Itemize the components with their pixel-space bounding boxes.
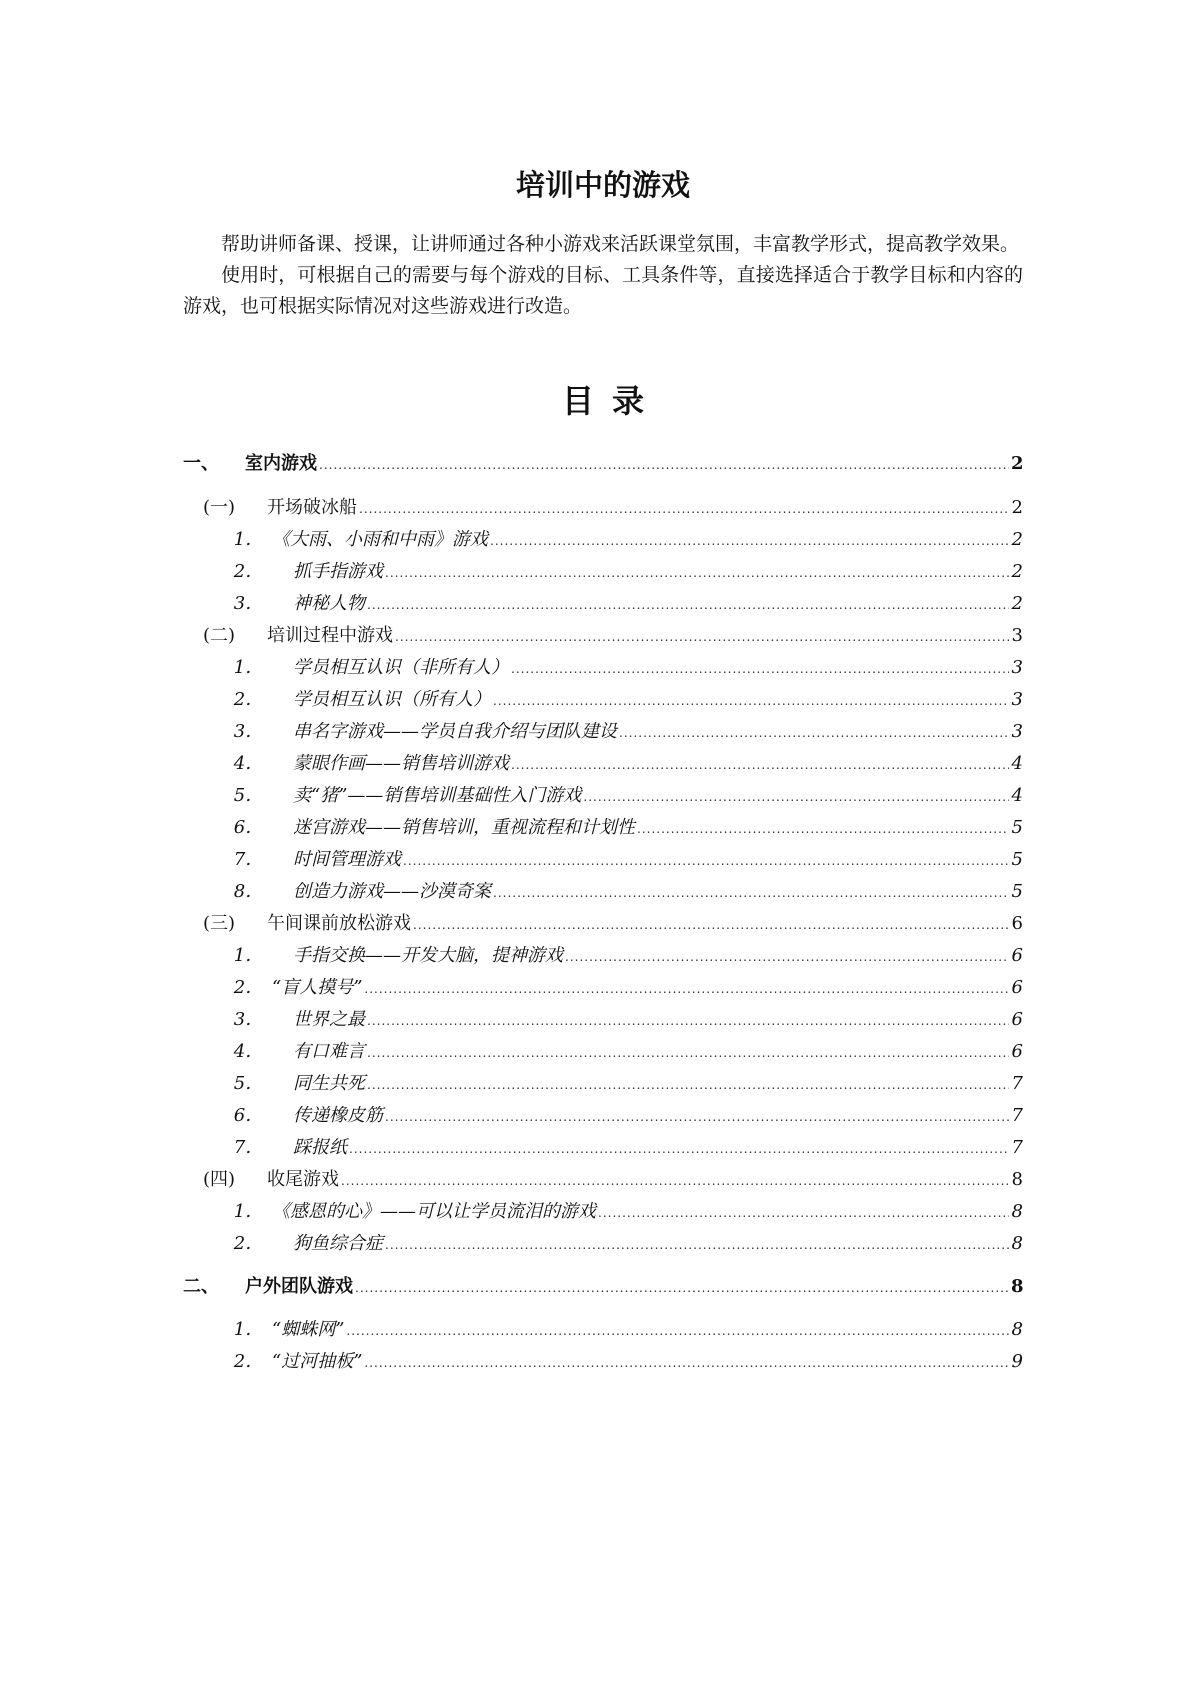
toc-number: 4．	[233, 753, 264, 774]
toc-number: (二)	[203, 625, 236, 646]
toc-entry-subsection[interactable]	[183, 620, 1023, 652]
toc-number: 一、	[183, 453, 219, 474]
toc-number: (三)	[203, 913, 236, 934]
toc-page-number: 7	[1011, 1073, 1023, 1094]
toc-number: 2．	[233, 977, 264, 998]
toc-label: 培训过程中游戏	[267, 625, 393, 646]
dot-leader	[637, 812, 1009, 845]
toc-page-number: 7	[1011, 1137, 1023, 1158]
toc-entry-item[interactable]	[183, 1036, 1023, 1068]
toc-entry-item[interactable]	[183, 1314, 1023, 1346]
dot-leader	[511, 652, 1009, 685]
toc-label: 蒙眼作画——销售培训游戏	[293, 753, 509, 774]
toc-page-number: 8	[1011, 1233, 1023, 1254]
toc-label: 《感恩的心》——可以让学员流泪的游戏	[272, 1201, 596, 1222]
toc-number: 5．	[233, 1073, 264, 1094]
toc-label: 学员相互认识（非所有人）	[293, 657, 509, 678]
toc-label: 时间管理游戏	[293, 849, 401, 870]
intro-text	[183, 229, 1023, 322]
toc-label: 迷宫游戏——销售培训，重视流程和计划性	[293, 817, 635, 838]
toc-number: 5．	[233, 785, 264, 806]
toc-label: 创造力游戏——沙漠奇案	[293, 881, 491, 902]
toc-number: (四)	[203, 1169, 236, 1190]
toc-page-number: 6	[1011, 1041, 1023, 1062]
dot-leader	[367, 588, 1009, 621]
toc-label: 抓手指游戏	[293, 561, 383, 582]
toc-page-number: 8	[1011, 1276, 1024, 1297]
toc-label: 学员相互认识（所有人）	[293, 689, 491, 710]
toc-number: 6．	[233, 817, 264, 838]
toc-entry-section-1[interactable]	[183, 448, 1023, 480]
dot-leader	[493, 684, 1009, 717]
toc-page-number: 3	[1011, 657, 1023, 678]
toc-label: 《大雨、小雨和中雨》游戏	[272, 529, 488, 550]
toc-entry-item[interactable]	[183, 1068, 1023, 1100]
dot-leader	[385, 1100, 1009, 1133]
toc-entry-item[interactable]	[183, 588, 1023, 620]
toc-page-number: 3	[1011, 721, 1023, 742]
toc-number: 7．	[233, 1137, 264, 1158]
dot-leader	[341, 1164, 1009, 1197]
toc-number: 1．	[233, 1201, 264, 1222]
toc-page-number: 2	[1011, 453, 1024, 474]
toc-page-number: 8	[1011, 1319, 1023, 1340]
toc-number: 2．	[233, 1351, 264, 1372]
dot-leader	[583, 780, 1009, 813]
toc-page-number: 9	[1011, 1351, 1023, 1372]
dot-leader	[565, 940, 1009, 973]
toc-entry-item[interactable]	[183, 1132, 1023, 1164]
toc-label: 有口难言	[293, 1041, 365, 1062]
toc-label: 开场破冰船	[267, 497, 357, 518]
dot-leader	[359, 492, 1009, 525]
toc-label: “蜘蛛网”	[272, 1319, 345, 1340]
toc-label: 户外团队游戏	[245, 1276, 353, 1297]
dot-leader	[385, 556, 1009, 589]
toc-number: 1．	[233, 1319, 264, 1340]
toc-page-number: 7	[1011, 1105, 1023, 1126]
toc-entry-item[interactable]	[183, 1228, 1023, 1260]
dot-leader	[385, 1228, 1009, 1261]
toc-page-number: 6	[1011, 977, 1023, 998]
toc-entry-item[interactable]	[183, 748, 1023, 780]
toc-page-number: 5	[1011, 881, 1023, 902]
toc-page-number: 5	[1011, 817, 1023, 838]
toc-number: (一)	[203, 497, 236, 518]
dot-leader	[367, 1068, 1009, 1101]
toc-entry-item[interactable]	[183, 1004, 1023, 1036]
toc-number: 1．	[233, 945, 264, 966]
toc-label: 传递橡皮筋	[293, 1105, 383, 1126]
toc-entry-item[interactable]	[183, 844, 1023, 876]
toc-entry-item[interactable]	[183, 524, 1023, 556]
dot-leader	[367, 1036, 1009, 1069]
toc-number: 2．	[233, 1233, 264, 1254]
toc-entry-item[interactable]	[183, 652, 1023, 684]
toc-entry-subsection[interactable]	[183, 492, 1023, 524]
toc-label: 收尾游戏	[267, 1169, 339, 1190]
dot-leader	[598, 1196, 1009, 1229]
toc-label: 室内游戏	[245, 453, 317, 474]
dot-leader	[619, 716, 1009, 749]
toc-entry-item[interactable]	[183, 972, 1023, 1004]
dot-leader	[349, 1132, 1009, 1165]
toc-number: 4．	[233, 1041, 264, 1062]
toc-number: 2．	[233, 561, 264, 582]
toc-label: 狗鱼综合症	[293, 1233, 383, 1254]
intro-paragraph: 帮助讲师备课、授课，让讲师通过各种小游戏来活跃课堂氛围，丰富教学形式，提高教学效果。	[221, 233, 1020, 255]
document-title: 培训中的游戏	[515, 168, 690, 202]
toc-label: 手指交换——开发大脑，提神游戏	[293, 945, 563, 966]
toc-heading: 目录	[561, 382, 662, 420]
toc-number: 2．	[233, 689, 264, 710]
dot-leader	[346, 1314, 1009, 1347]
toc-page-number: 6	[1011, 913, 1023, 934]
toc-entry-item[interactable]	[183, 780, 1023, 812]
toc-page-number: 6	[1011, 1009, 1023, 1030]
dot-leader	[511, 748, 1009, 781]
toc-label: 世界之最	[293, 1009, 365, 1030]
toc-entry-item[interactable]	[183, 940, 1023, 972]
toc-page-number: 4	[1011, 785, 1023, 806]
toc-entry-item[interactable]	[183, 1346, 1023, 1378]
dot-leader	[490, 524, 1009, 557]
dot-leader	[493, 876, 1009, 909]
toc-entry-item[interactable]	[183, 812, 1023, 844]
table-of-contents	[183, 448, 1023, 1378]
toc-page-number: 2	[1011, 561, 1023, 582]
dot-leader	[403, 844, 1009, 877]
toc-number: 6．	[233, 1105, 264, 1126]
toc-page-number: 6	[1011, 945, 1023, 966]
toc-number: 3．	[233, 1009, 264, 1030]
toc-number: 3．	[233, 721, 264, 742]
toc-entry-item[interactable]	[183, 716, 1023, 748]
toc-number: 二、	[183, 1276, 219, 1297]
toc-label: 神秘人物	[293, 593, 365, 614]
toc-page-number: 2	[1011, 497, 1023, 518]
toc-label: 午间课前放松游戏	[267, 913, 411, 934]
toc-page-number: 3	[1011, 689, 1023, 710]
toc-number: 8．	[233, 881, 264, 902]
toc-label: 同生共死	[293, 1073, 365, 1094]
dot-leader	[413, 908, 1009, 941]
toc-entry-item[interactable]	[183, 684, 1023, 716]
toc-page-number: 8	[1011, 1169, 1023, 1190]
intro-paragraph: 使用时，可根据自己的需要与每个游戏的目标、工具条件等，直接选择适合于教学目标和内容的游戏，也可根据实际情况对这些游戏进行改造。	[183, 264, 1023, 317]
toc-entry-item[interactable]	[183, 556, 1023, 588]
toc-label: 卖“猪”——销售培训基础性入门游戏	[293, 785, 582, 806]
toc-page-number: 2	[1011, 593, 1023, 614]
toc-number: 1．	[233, 529, 264, 550]
toc-entry-subsection[interactable]	[183, 908, 1023, 940]
dot-leader	[367, 1004, 1009, 1037]
toc-label: “盲人摸号”	[272, 977, 363, 998]
dot-leader	[395, 620, 1009, 653]
toc-entry-item[interactable]	[183, 1196, 1023, 1228]
toc-number: 7．	[233, 849, 264, 870]
toc-label: 串名字游戏——学员自我介绍与团队建设	[293, 721, 617, 742]
toc-entry-item[interactable]	[183, 1100, 1023, 1132]
toc-page-number: 4	[1011, 753, 1023, 774]
toc-label: 踩报纸	[293, 1137, 347, 1158]
toc-entry-item[interactable]	[183, 876, 1023, 908]
toc-entry-subsection[interactable]	[183, 1164, 1023, 1196]
toc-entry-section-2[interactable]	[183, 1271, 1023, 1303]
dot-leader	[355, 1271, 1009, 1304]
toc-label: “过河抽板”	[272, 1351, 363, 1372]
toc-number: 3．	[233, 593, 264, 614]
dot-leader	[364, 1346, 1009, 1379]
toc-page-number: 3	[1011, 625, 1023, 646]
dot-leader	[364, 972, 1009, 1005]
dot-leader	[319, 448, 1009, 481]
toc-page-number: 5	[1011, 849, 1023, 870]
toc-number: 1．	[233, 657, 264, 678]
toc-page-number: 8	[1011, 1201, 1023, 1222]
toc-page-number: 2	[1011, 529, 1023, 550]
